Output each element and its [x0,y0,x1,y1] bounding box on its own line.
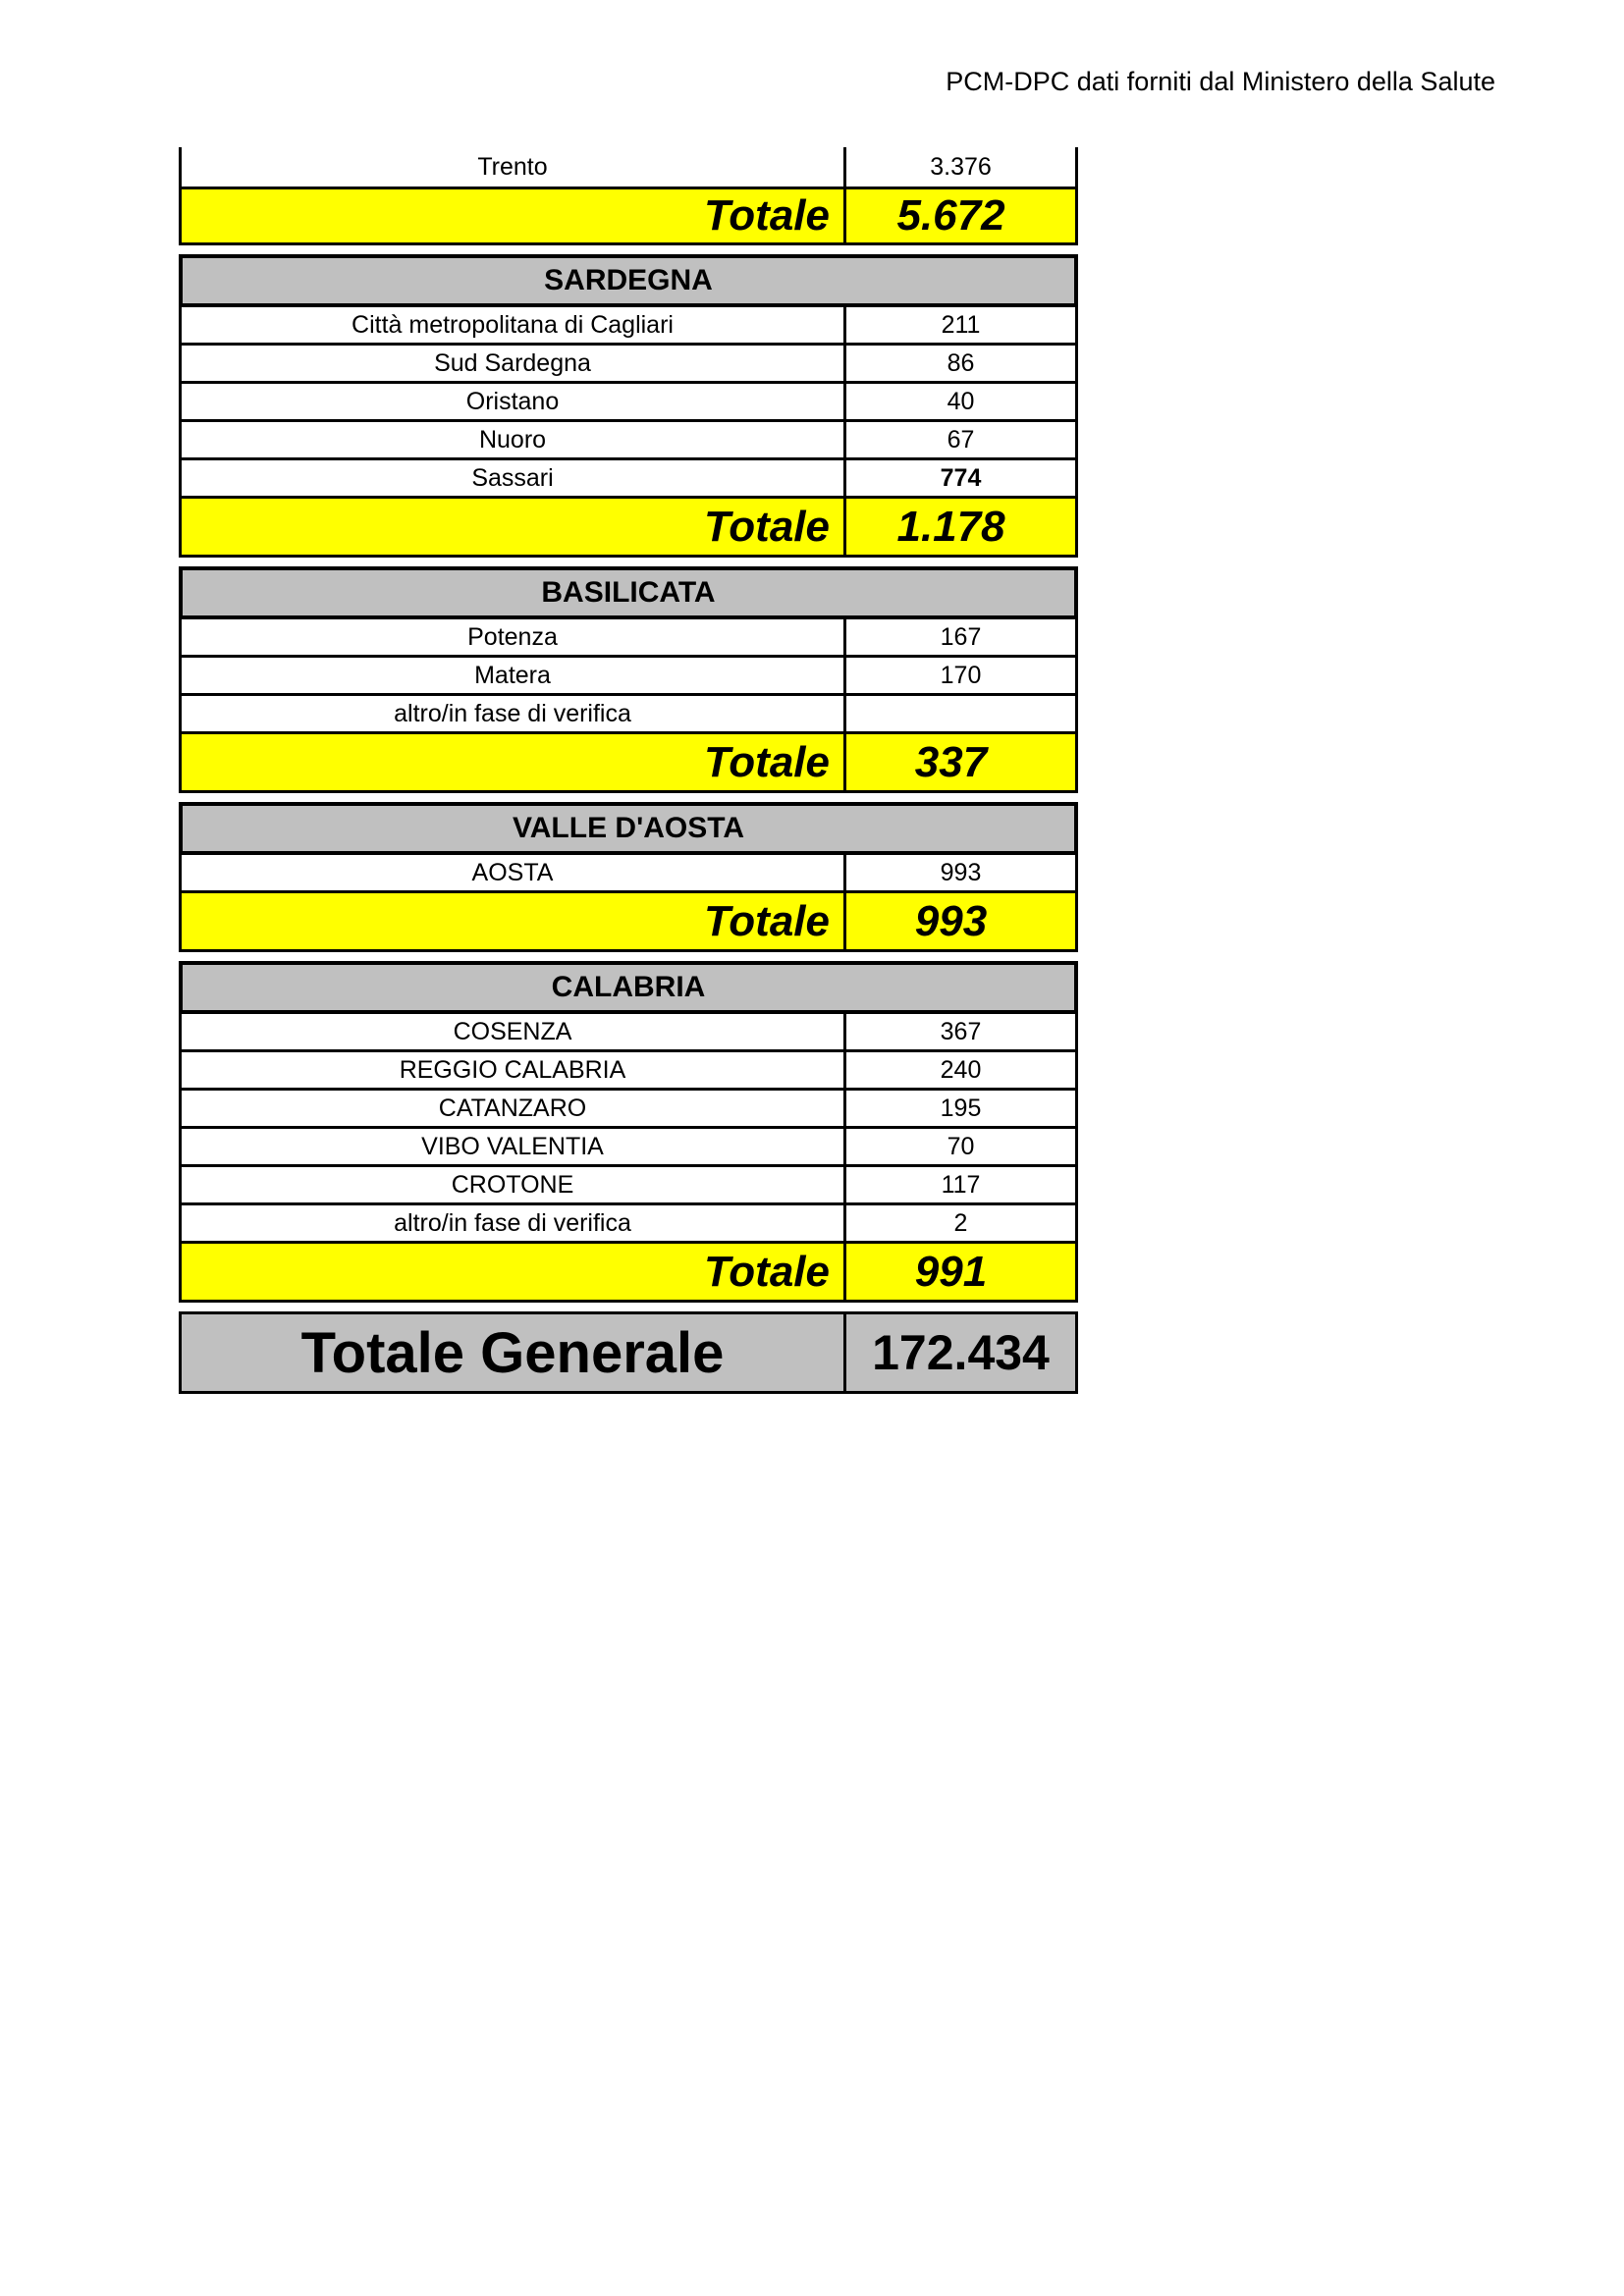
case-count-cell: 2 [953,1208,968,1237]
table-row [179,384,1078,422]
table-row [179,1167,1078,1205]
continued-row [179,147,1078,187]
grand-total-value: 172.434 [872,1325,1050,1380]
case-count-cell: 167 [940,622,982,651]
region-total-value: 993 [914,896,988,945]
region-header: CALABRIA [179,961,1078,1014]
region-total-value: 5.672 [896,191,1005,240]
province-name-cell: Trento [182,147,846,187]
grand-total-label: Totale Generale [182,1314,846,1391]
province-name-cell: altro/in fase di verifica [182,696,846,731]
region-total-value: 991 [914,1247,988,1296]
case-count-cell: 70 [947,1132,975,1160]
grand-total-row [179,1311,1078,1394]
province-name-cell: altro/in fase di verifica [182,1205,846,1241]
province-name-cell: Sud Sardegna [182,346,846,381]
region-block [179,254,1078,558]
table-row [179,307,1078,346]
case-count-cell: 195 [940,1094,982,1122]
region-header: BASILICATA [179,566,1078,619]
region-total-row [179,499,1078,558]
cases-by-province-table [179,147,1078,1394]
case-count-cell: 3.376 [930,152,992,181]
table-row [179,1091,1078,1129]
region-total-label: Totale [182,734,846,790]
region-block [179,802,1078,952]
region-total-row [179,187,1078,245]
table-row [179,658,1078,696]
region-header: SARDEGNA [179,254,1078,307]
province-name-cell: Nuoro [182,422,846,457]
region-total-label: Totale [182,499,846,555]
province-name-cell: Matera [182,658,846,693]
table-row [179,422,1078,460]
table-row [179,346,1078,384]
province-name-cell: Oristano [182,384,846,419]
province-name-cell: CROTONE [182,1167,846,1202]
case-count-cell: 170 [940,661,982,689]
province-name-cell: Città metropolitana di Cagliari [182,307,846,343]
case-count-cell: 993 [940,858,982,886]
region-total-label: Totale [182,893,846,949]
province-name-cell: VIBO VALENTIA [182,1129,846,1164]
case-count-cell [846,696,1075,731]
case-count-cell: 367 [940,1017,982,1045]
region-header: VALLE D'AOSTA [179,802,1078,855]
table-row [179,1129,1078,1167]
region-total-row [179,893,1078,952]
case-count-cell: 67 [947,425,975,454]
table-row [179,619,1078,658]
province-name-cell: AOSTA [182,855,846,890]
region-total-row [179,734,1078,793]
region-total-value: 1.178 [896,502,1005,551]
province-name-cell: CATANZARO [182,1091,846,1126]
case-count-cell: 774 [940,463,982,492]
region-block [179,961,1078,1303]
region-block [179,566,1078,793]
region-total-label: Totale [182,1244,846,1300]
region-total-label: Totale [182,189,846,242]
case-count-cell: 86 [947,348,975,377]
case-count-cell: 117 [941,1170,981,1199]
province-name-cell: REGGIO CALABRIA [182,1052,846,1088]
province-name-cell: COSENZA [182,1014,846,1049]
region-total-row [179,1244,1078,1303]
province-name-cell: Potenza [182,619,846,655]
table-row [179,1052,1078,1091]
case-count-cell: 211 [941,310,981,339]
table-row [179,696,1078,734]
case-count-cell: 40 [947,387,975,415]
case-count-cell: 240 [940,1055,982,1084]
province-name-cell: Sassari [182,460,846,496]
region-total-value: 337 [914,737,988,786]
table-row [179,1205,1078,1244]
table-row [179,855,1078,893]
table-row [179,1014,1078,1052]
table-row [179,460,1078,499]
page-header-source: PCM-DPC dati forniti dal Ministero della Salute [946,67,1495,96]
